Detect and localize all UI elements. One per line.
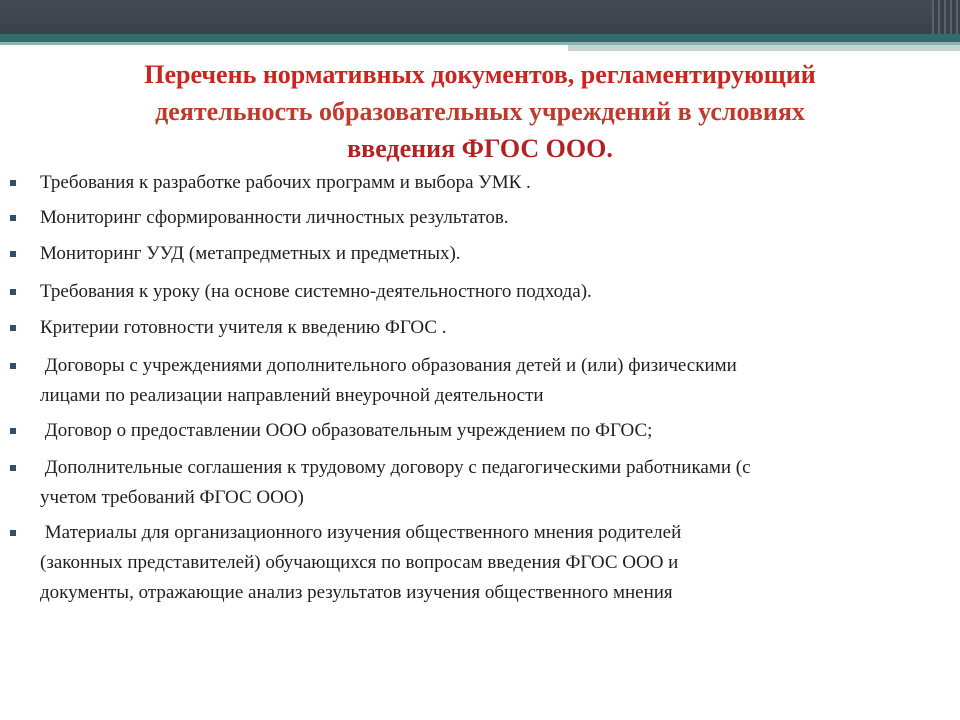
bullet-marker xyxy=(10,251,16,257)
list-item-text: Требования к уроку (на основе системно-деятельностного подхода). xyxy=(40,281,592,302)
bullet-marker xyxy=(10,215,16,221)
list-item-text: Дополнительные соглашения к трудовому договору с педагогическими работниками (с учетом требований ФГОС ООО) xyxy=(40,457,751,508)
bullet-marker xyxy=(10,530,16,536)
slide-title-line-2: деятельность образовательных учреждений в условиях xyxy=(155,97,805,126)
bullet-marker xyxy=(10,465,16,471)
list-item-text: Требования к разработке рабочих программ и выбора УМК . xyxy=(40,172,531,193)
list-item-text: Мониторинг УУД (метапредметных и предметных). xyxy=(40,243,461,264)
bullet-marker xyxy=(10,363,16,369)
bullet-marker xyxy=(10,180,16,186)
list-item-text: Договоры с учреждениями дополнительного образования детей и (или) физическими лицами по реализации направлений внеурочной деятельности xyxy=(40,355,737,406)
list-item-text: Мониторинг сформированности личностных результатов. xyxy=(40,207,509,228)
bullet-marker xyxy=(10,428,16,434)
list-item-text: Материалы для организационного изучения общественного мнения родителей (законных представителей) обучающихся по вопросам введения ФГОС ООО и документы, отражающие анализ результатов изучения общественного мнения xyxy=(40,522,682,603)
slide-title-line-3: введения ФГОС ООО. xyxy=(347,134,613,163)
list-item-text: Договор о предоставлении ООО образовательным учреждением по ФГОС; xyxy=(40,420,653,441)
slide-title-line-1: Перечень нормативных документов, регламентирующий xyxy=(144,60,816,89)
bullet-marker xyxy=(10,325,16,331)
list-item-text: Критерии готовности учителя к введению ФГОС . xyxy=(40,317,447,338)
bullet-marker xyxy=(10,289,16,295)
